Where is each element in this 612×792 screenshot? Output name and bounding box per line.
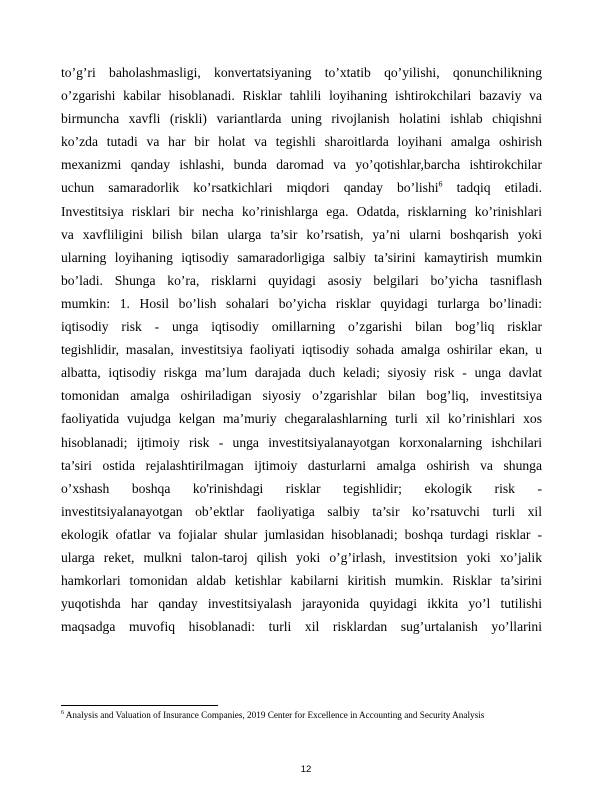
text-line: albatta, iqtisodiy riskga ma’lum darajada duch keladi; siyosiy risk - unga davlat (61, 365, 542, 381)
text-line: hisoblanadi; ijtimoiy risk - unga investitsiyalanayotgan korxonalarning ishchilari (61, 434, 542, 450)
text-line-end: tadqiq etiladi. (442, 180, 542, 196)
text-line: tegishlidir, masalan, investitsiya faoliyati iqtisodiy sohada amalga oshirilar ekan, u (61, 342, 542, 358)
text-line: tomonidan amalga oshiriladigan siyosiy o’zgarishlar bilan bog’liq, investitsiya (61, 388, 542, 404)
footnote (61, 709, 561, 721)
text-line-with-footnote (61, 176, 542, 199)
text-line: to’g’ri baholashmasligi, konvertatsiyaning to’xtatib qo’yilishi, qonunchilikning (61, 65, 542, 80)
text-line-start: uchun samaradorlik ko’rsatkichlari miqdori qanday bo’lishi (61, 180, 439, 196)
text-line: birmuncha xavfli (riskli) variantlarda uning rivojlanish holatini ishlab chiqishni (61, 111, 542, 127)
text-line: bo’ladi. Shunga ko’ra, risklarni quyidagi asosiy belgilari bo’yicha tasniflash (61, 272, 542, 288)
text-line: faoliyatida vujudga kelgan ma’muriy chegaralashlarning turli xil ko’rinishlari xos (61, 411, 542, 427)
text-line: investitsiyalanayotgan ob’ektlar faoliyatiga salbiy ta’sir ko’rsatuvchi turli xil (61, 503, 542, 519)
text-line: ekologik ofatlar va fojialar shular jumlasidan hisoblanadi; boshqa turdagi risklar - (61, 526, 542, 542)
footnote-number: 6 (61, 709, 64, 716)
text-line: ta’siri ostida rejalashtirilmagan ijtimoiy dasturlarni amalga oshirish va shunga (61, 457, 542, 473)
text-line: yuqotishda har qanday investitsiyalash jarayonida quyidagi ikkita yo’l tutilishi (61, 596, 542, 612)
text-line: ularning loyihaning iqtisodiy samaradorligiga salbiy ta’sirini kamaytirish mumkin (61, 249, 542, 265)
text-line: mexanizmi qanday ishlashi, bunda daromad va yo’qotishlar,barcha ishtirokchilar (61, 157, 542, 173)
text-line: va xavfliligini bilish bilan ularga ta’sir ko’rsatish, ya’ni ularni boshqarish yoki (61, 226, 542, 242)
body-paragraph (61, 61, 542, 638)
text-line: hamkorlari tomonidan aldab ketishlar kabilarni kiritish mumkin. Risklar ta’sirini (61, 573, 542, 589)
text-line: o’zgarishi kabilar hisoblanadi. Risklar tahlili loyihaning ishtirokchilari bazaviy va (61, 88, 542, 104)
footnote-text: Analysis and Valuation of Insurance Companies, 2019 Center for Excellence in Accounting and Security Analysis (65, 710, 485, 720)
text-line: maqsadga muvofiq hisoblanadi: turli xil risklardan sug’urtalanish yo’llarini (61, 619, 542, 635)
text-line: ko’zda tutadi va har bir holat va tegishli sharoitlarda loyihani amalga oshirish (61, 134, 542, 150)
text-line: iqtisodiy risk - unga iqtisodiy omillarning o’zgarishi bilan bog’liq risklar (61, 319, 542, 335)
footnote-reference[interactable]: 6 (438, 179, 443, 189)
text-line: mumkin: 1. Hosil bo’lish sohalari bo’yicha risklar quyidagi turlarga bo’linadi: (61, 295, 542, 311)
page-number: 12 (300, 764, 312, 775)
footnote-separator (61, 705, 218, 706)
text-line: Investitsiya risklari bir necha ko’rinishlarga ega. Odatda, risklarning ko’rinishlari (61, 203, 542, 219)
text-line: o’xshash boshqa ko'rinishdagi risklar tegishlidir; ekologik risk - (61, 480, 542, 496)
text-line: ularga reket, mulkni talon-taroj qilish yoki o’g’irlash, investitsion yoki xo’jalik (61, 549, 542, 565)
